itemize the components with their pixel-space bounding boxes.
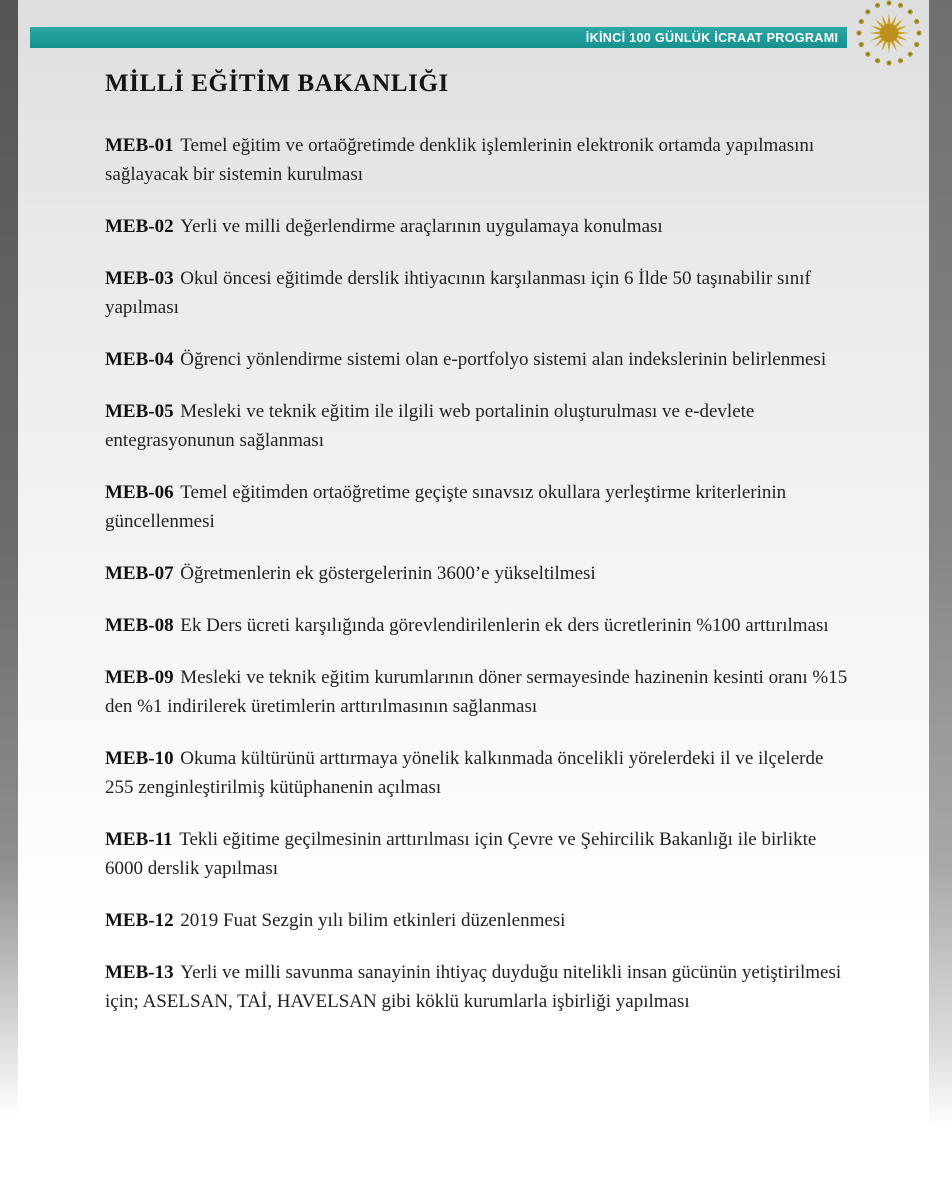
action-items-list [105, 131, 851, 1039]
action-item-text: Mesleki ve teknik eğitim ile ilgili web portalinin oluşturulması ve e-devlete entegrasyonunun sağlanması [105, 401, 755, 451]
action-item-code: MEB-10 [105, 748, 174, 769]
action-item [105, 478, 851, 536]
action-item [105, 264, 851, 322]
action-item-code: MEB-07 [105, 563, 174, 584]
action-item-text: Temel eğitim ve ortaöğretimde denklik işlemlerinin elektronik ortamda yapılmasını sağlayacak bir sistemin kurulması [105, 135, 815, 185]
action-item [105, 559, 851, 588]
page-title: MİLLİ EĞİTİM BAKANLIĞI [105, 70, 449, 97]
action-item [105, 825, 851, 883]
action-item-code: MEB-05 [105, 401, 174, 422]
action-item-text: Öğrenci yönlendirme sistemi olan e-portfolyo sistemi alan indekslerinin belirlenmesi [180, 349, 827, 370]
action-item-code: MEB-01 [105, 135, 174, 156]
program-banner-label: İKİNCİ 100 GÜNLÜK İCRAAT PROGRAMI [585, 30, 838, 45]
action-item-text: Yerli ve milli savunma sanayinin ihtiyaç duyduğu nitelikli insan gücünün yetiştirilmesi için; ASELSAN, TAİ, HAVELSAN gibi köklü kurumlarla işbirliği yapılması [105, 962, 842, 1012]
action-item-text: Mesleki ve teknik eğitim kurumlarının döner sermayesinde hazinenin kesinti oranı %15 den %1 indirilerek üretimlerin arttırılmasının sağlanması [105, 667, 848, 717]
action-item-text: Temel eğitimden ortaöğretime geçişte sınavsız okullara yerleştirme kriterlerinin güncellenmesi [105, 482, 787, 532]
action-item [105, 397, 851, 455]
action-item-code: MEB-03 [105, 268, 174, 289]
action-item [105, 131, 851, 189]
action-item-text: Ek Ders ücreti karşılığında görevlendirilenlerin ek ders ücretlerinin %100 arttırılması [180, 615, 829, 636]
action-item-text: 2019 Fuat Sezgin yılı bilim etkinleri düzenlenmesi [180, 910, 566, 931]
action-item-code: MEB-02 [105, 216, 174, 237]
action-item [105, 958, 851, 1016]
action-item [105, 906, 851, 935]
action-item-text: Öğretmenlerin ek göstergelerinin 3600’e yükseltilmesi [180, 563, 596, 584]
page-edge-right [929, 0, 952, 1200]
action-item-code: MEB-09 [105, 667, 174, 688]
page-edge-left [0, 0, 18, 1200]
action-item [105, 744, 851, 802]
action-item [105, 663, 851, 721]
action-item-text: Okul öncesi eğitimde derslik ihtiyacının karşılanması için 6 İlde 50 taşınabilir sınıf yapılması [105, 268, 811, 318]
action-item-text: Okuma kültürünü arttırmaya yönelik kalkınmada öncelikli yörelerdeki il ve ilçelerde 255 zenginleştirilmiş kütüphanenin açılması [105, 748, 824, 798]
presidential-seal-icon [855, 0, 923, 67]
action-item-code: MEB-13 [105, 962, 174, 983]
action-item [105, 611, 851, 640]
action-item-code: MEB-08 [105, 615, 174, 636]
action-item-text: Tekli eğitime geçilmesinin arttırılması için Çevre ve Şehircilik Bakanlığı ile birlikte 6000 derslik yapılması [105, 829, 817, 879]
program-banner [30, 27, 847, 48]
action-item-code: MEB-11 [105, 829, 173, 850]
action-item-text: Yerli ve milli değerlendirme araçlarının uygulamaya konulması [180, 216, 663, 237]
action-item-code: MEB-12 [105, 910, 174, 931]
action-item [105, 345, 851, 374]
action-item-code: MEB-04 [105, 349, 174, 370]
action-item-code: MEB-06 [105, 482, 174, 503]
action-item [105, 212, 851, 241]
